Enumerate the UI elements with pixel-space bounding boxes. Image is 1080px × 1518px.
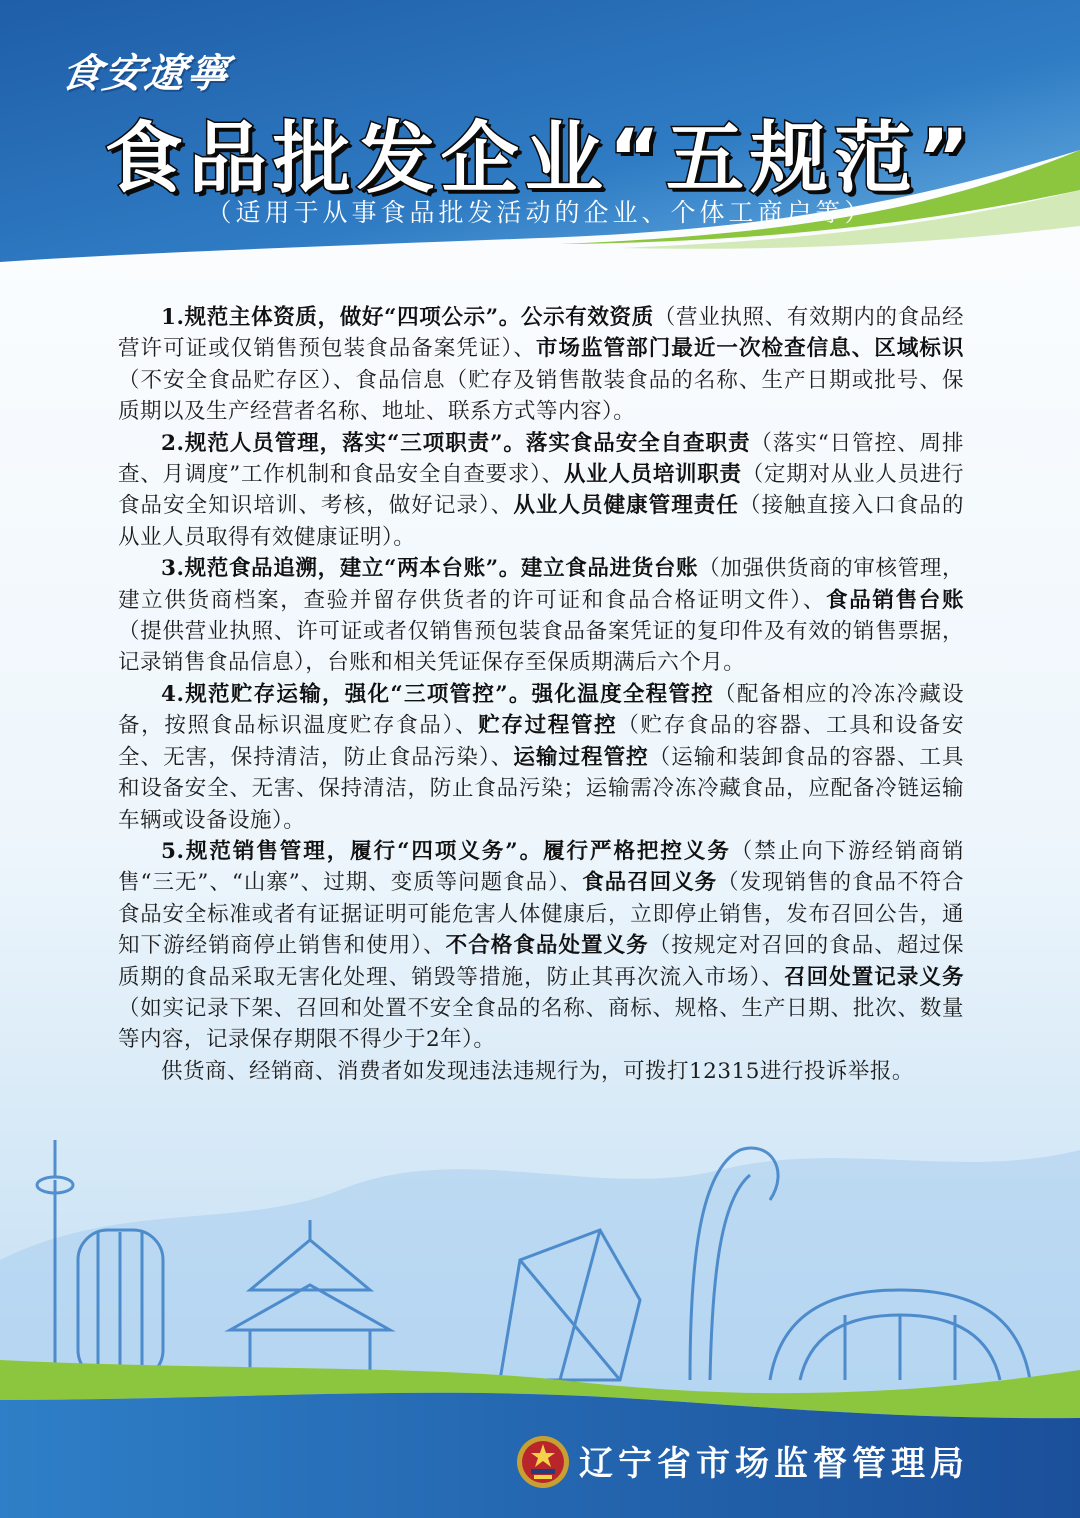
brand-logo-text: 食安遼寧 <box>57 50 234 97</box>
paragraph-segment: 1.规范主体资质，做好“四项公示”。公示有效资质 <box>161 305 654 330</box>
paragraph-segment: （营业执照、有效期内的食品经营许可证或仅销售预包装食品备案凭证）、 <box>118 305 964 362</box>
regulation-body <box>118 302 964 1087</box>
paragraph-4 <box>118 679 964 836</box>
paragraph-segment: （提供营业执照、许可证或者仅销售预包装食品备案凭证的复印件及有效的销售票据，记录销售食品信息），台账和相关凭证保存至保质期满后六个月。 <box>118 619 964 676</box>
paragraph-segment: 5.规范销售管理，履行“四项义务”。履行严格把控义务 <box>161 838 731 864</box>
paragraph-segment: 从业人员健康管理责任 <box>513 493 739 519</box>
paragraph-2 <box>118 428 964 554</box>
paragraph-3 <box>118 553 964 679</box>
agency-name: 辽宁省市场监督管理局 <box>579 1444 969 1484</box>
paragraph-segment: （配备相应的冷冻冷藏设备，按照食品标识温度贮存食品）、 <box>118 681 964 739</box>
paragraph-segment: 2.规范人员管理，落实“三项职责”。落实食品安全自查职责 <box>161 430 751 456</box>
paragraph-segment: 供货商、经销商、消费者如发现违法违规行为，可拨打12315进行投诉举报。 <box>161 1058 914 1084</box>
paragraph-segment: （不安全食品贮存区）、食品信息（贮存及销售散装食品的名称、生产日期或批号、保质期以及生产经营者名称、地址、联系方式等内容）。 <box>118 367 964 425</box>
paragraph-segment: （如实记录下架、召回和处置不安全食品的名称、商标、规格、生产日期、批次、数量等内容，记录保存期限不得少于2年）。 <box>118 995 964 1053</box>
paragraph-segment: 3.规范食品追溯，建立“两本台账”。建立食品进货台账 <box>161 556 699 582</box>
paragraph-segment: （运输和装卸食品的容器、工具和设备安全、无害、保持清洁，防止食品污染；运输需冷冻冷藏食品，应配备冷链运输车辆或设备设施）。 <box>118 744 964 833</box>
police-emblem-icon <box>515 1434 571 1490</box>
paragraph-report-hotline <box>118 1056 964 1087</box>
paragraph-segment: （落实“日管控、周排查、月调度”工作机制和食品安全自查要求）、 <box>118 430 964 488</box>
paragraph-segment: 市场监管部门最近一次检查信息、区域标识 <box>535 336 964 362</box>
paragraph-segment: （加强供货商的审核管理，建立供货商档案，查验并留存供货者的许可证和食品合格证明文件）、 <box>118 556 964 613</box>
paragraph-segment: （贮存食品的容器、工具和设备安全、无害，保持清洁，防止食品污染）、 <box>118 713 964 770</box>
paragraph-5 <box>118 836 964 1056</box>
paragraph-segment: 不合格食品处置义务 <box>445 933 649 959</box>
paragraph-segment: 运输过程管控 <box>513 744 649 770</box>
paragraph-segment: （发现销售的食品不符合食品安全标准或者有证据证明可能危害人体健康后，立即停止销售，发布召回公告，通知下游经销商停止销售和使用）、 <box>118 870 964 959</box>
paragraph-segment: （按规定对召回的食品、超过保质期的食品采取无害化处理、销毁等措施，防止其再次流入市场）、 <box>118 933 964 990</box>
paragraph-segment: 贮存过程管控 <box>478 713 618 739</box>
paragraph-segment: （禁止向下游经销商销售“三无”、“山寨”、过期、变质等问题食品）、 <box>118 838 964 896</box>
paragraph-segment: （接触直接入口食品的从业人员取得有效健康证明）。 <box>118 493 964 550</box>
page-subtitle: （适用于从事食品批发活动的企业、个体工商户等） <box>206 198 874 227</box>
footer-agency <box>515 1430 995 1494</box>
page-title: 食品批发企业“五规范” <box>104 114 976 204</box>
paragraph-segment: 食品召回义务 <box>582 870 718 896</box>
paragraph-segment: 食品销售台账 <box>826 587 964 613</box>
paragraph-segment: 召回处置记录义务 <box>784 964 964 990</box>
paragraph-1 <box>118 302 964 428</box>
paragraph-segment: （定期对从业人员进行食品安全知识培训、考核，做好记录）、 <box>118 462 964 519</box>
paragraph-segment: 4.规范贮存运输，强化“三项管控”。强化温度全程管控 <box>161 681 715 707</box>
paragraph-segment: 从业人员培训职责 <box>563 462 742 488</box>
